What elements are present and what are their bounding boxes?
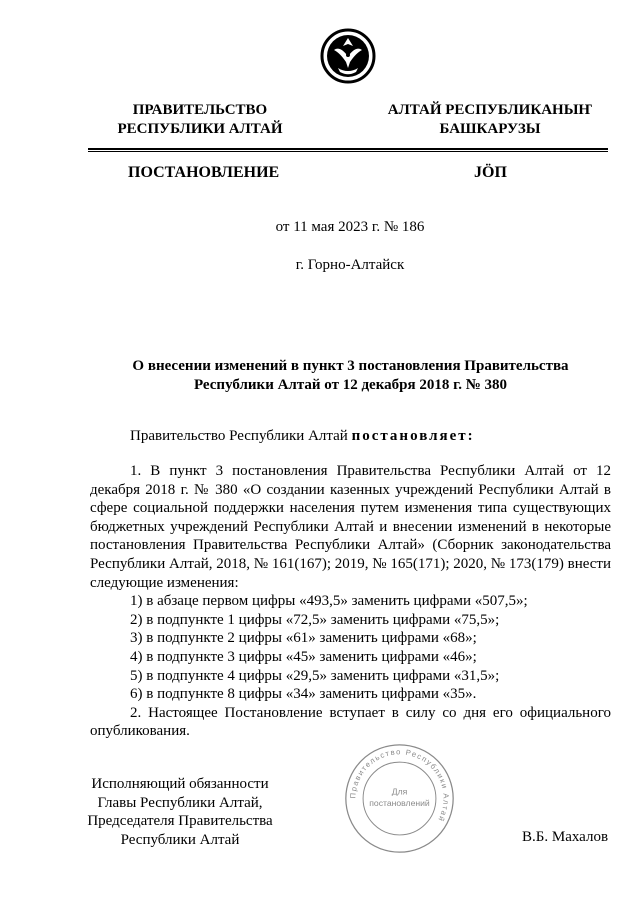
header-right-line2: БАШКАРУЗЫ [439, 121, 541, 137]
stamp-inner-line2: постановлений [369, 798, 430, 809]
header-left-line1: ПРАВИТЕЛЬСТВО [132, 102, 268, 118]
title-line1: О внесении изменений в пункт 3 постановления Правительства [132, 358, 569, 374]
header-right-line1: АЛТАЙ РЕСПУБЛИКАНЫҤ [387, 102, 593, 118]
list-item: 2) в подпункте 1 цифры «72,5» заменить цифрами «75,5»; [130, 611, 500, 628]
document-body [90, 462, 611, 741]
official-stamp [342, 741, 457, 856]
preamble [130, 428, 475, 445]
date-number: от 11 мая 2023 г. № 186 [275, 219, 425, 235]
list-item: 4) в подпункте 3 цифры «45» заменить цифрами «46»; [130, 648, 477, 665]
signature-line1: Исполняющий обязанности [91, 776, 269, 792]
paragraph-2: 2. Настоящее Постановление вступает в силу со дня его официального опубликования. [90, 704, 611, 740]
list-item: 3) в подпункте 2 цифры «61» заменить цифрами «68»; [130, 630, 477, 647]
header-left [100, 101, 300, 139]
preamble-text: Правительство Республики Алтай [130, 428, 352, 444]
signatory-name: В.Б. Махалов [522, 829, 609, 845]
signature-line3: Председателя Правительства [87, 813, 273, 830]
republic-emblem-icon [320, 28, 376, 84]
header-divider-thin [88, 151, 608, 152]
paragraph-1: 1. В пункт 3 постановления Правительства Республики Алтай от 12 декабря 2018 г. № 380 «О создании казенных учреждений Республики Алтай в сфере социальной поддержки населения путем изменения типа существующих бюджетных учреждений Республики Алтай и внесении изменений в некоторые постановления Правительства Республики Алтай» (Сборник законодательства Республики Алтай, 2018, № 161(167); 2019, № 165(171); 2020, № 173(179) внести следующие изменения: [90, 463, 611, 591]
doc-type-right: JӦП [474, 164, 507, 181]
list-item: 6) в подпункте 8 цифры «34» заменить цифрами «35». [130, 686, 477, 703]
list-item: 1) в абзаце первом цифры «493,5» заменить цифрами «507,5»; [130, 593, 528, 610]
signature-title [82, 775, 278, 849]
header-right [380, 101, 600, 139]
title-line2: Республики Алтай от 12 декабря 2018 г. № 380 [193, 377, 508, 393]
signature-line4: Республики Алтай [120, 831, 240, 848]
header-divider [88, 148, 608, 150]
list-item: 5) в подпункте 4 цифры «29,5» заменить цифрами «31,5»; [130, 667, 500, 684]
document-title [90, 357, 611, 395]
preamble-verb: постановляет: [351, 428, 475, 444]
header-left-line2: РЕСПУБЛИКИ АЛТАЙ [117, 121, 283, 137]
doc-type-left: ПОСТАНОВЛЕНИЕ [128, 164, 280, 181]
stamp-ring-text: Правительство Республики Алтай [348, 747, 451, 824]
stamp-inner-line1: Для [391, 786, 408, 797]
signature-line2: Главы Республики Алтай, [97, 794, 263, 811]
place: г. Горно-Алтайск [295, 257, 405, 273]
